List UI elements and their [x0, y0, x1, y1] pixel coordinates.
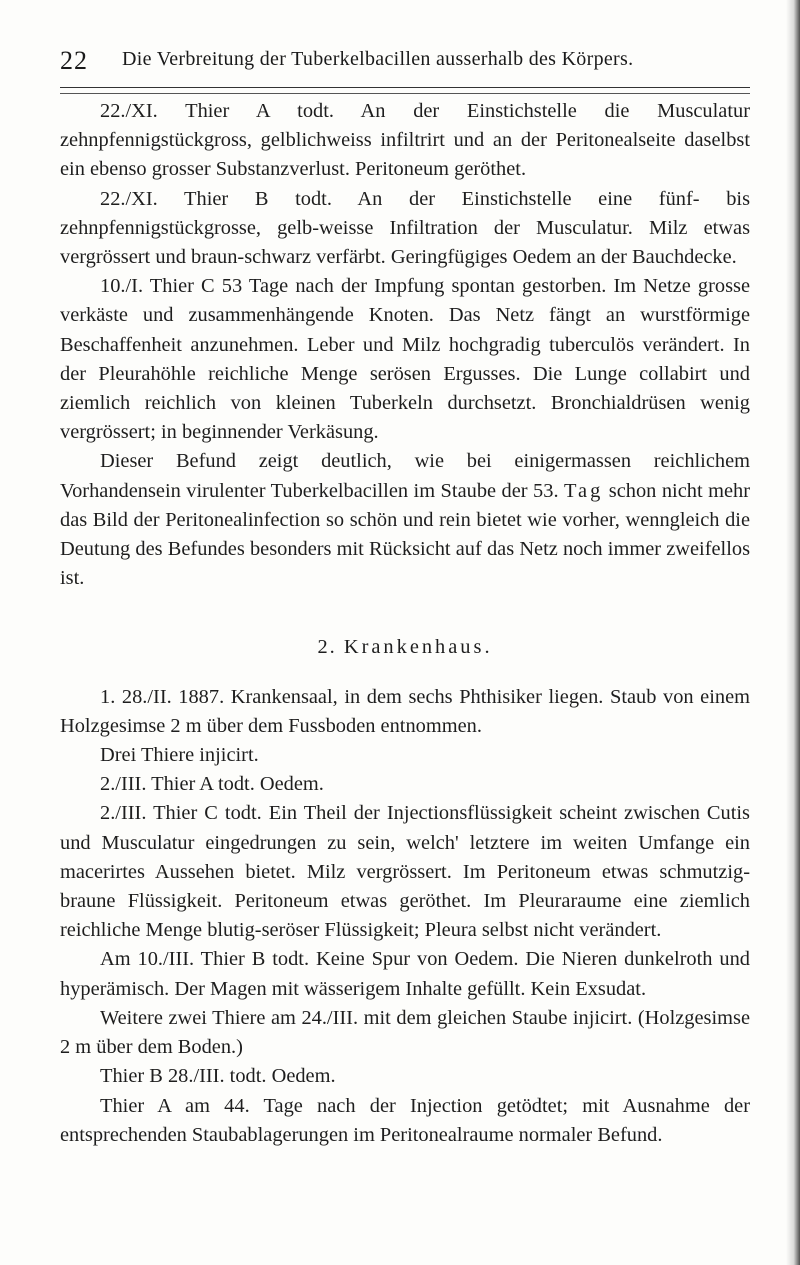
section-title: Krankenhaus. [343, 636, 493, 659]
section-number: 2. [317, 636, 337, 659]
paragraph-thier-c-2-iii: 2./III. Thier C todt. Ein Theil der Injectionsflüssigkeit scheint zwischen Cutis und Musculatur eingedrungen zu sein, welch' letztere im weiten Umfange ein macerirtes Aussehen bietet. Milz vergrössert. Im Peritoneum etwas schmutzig-braune Flüssigkeit. Peritoneum etwas geröthet. Im Pleuraraume eine ziemlich reichliche Menge blutig-seröser Flüssigkeit; Pleura selbst nicht verändert. [60, 802, 750, 942]
paragraph-drei-thiere: Drei Thiere injicirt. [100, 744, 259, 767]
page-edge-shadow [786, 0, 800, 1265]
page-header [60, 44, 750, 80]
paragraph-thier-b-22-xi: 22./XI. Thier B todt. An der Einstichstelle eine fünf- bis zehnpfennigstückgrosse, gelb-weisse Infiltration der Musculatur. Milz etwas vergrössert und braun-schwarz verfärbt. Geringfügiges Oedem an der Bauchdecke. [60, 187, 750, 269]
befund-text-spaced: Tag [564, 479, 604, 502]
paragraph-thier-a-22-xi: 22./XI. Thier A todt. An der Einstichstelle die Musculatur zehnpfennigstückgross, gelblichweiss infiltrirt und an der Peritonealseite daselbst ein ebenso grosser Substanzverlust. Peritoneum geröthet. [60, 100, 750, 181]
paragraph-thier-a-2-iii: 2./III. Thier A todt. Oedem. [100, 773, 324, 796]
paragraph-weitere-thiere: Weitere zwei Thiere am 24./III. mit dem gleichen Staube injicirt. (Holzgesimse 2 m über dem Boden.) [60, 1006, 750, 1059]
page-body [60, 97, 750, 1150]
paragraph-krankensaal: 1. 28./II. 1887. Krankensaal, in dem sechs Phthisiker liegen. Staub von einem Holzgesimse 2 m über dem Fussboden entnommen. [60, 685, 750, 737]
paragraph-thier-b-28-iii: Thier B 28./III. todt. Oedem. [100, 1065, 336, 1088]
paragraph-thier-c-10-i: 10./I. Thier C 53 Tage nach der Impfung spontan gestorben. Im Netze grosse verkäste und zusammenhängende Knoten. Das Netz fängt an wurstförmige Beschaffenheit anzunehmen. Leber und Milz hochgradig tuberculös verändert. In der Pleurahöhle reichliche Menge serösen Ergusses. Die Lunge collabirt und ziemlich reichlich von kleinen Tuberkeln durchsetzt. Bronchialdrüsen wenig vergrössert; in beginnender Verkäsung. [60, 275, 750, 444]
paragraph-befund [60, 447, 750, 593]
header-rule [60, 87, 750, 94]
running-title: Die Verbreitung der Tuberkelbacillen ausserhalb des Körpers. [122, 48, 634, 70]
befund-text-after: schon nicht mehr das Bild der Peritonealinfection so schön und rein bietet wie vorher, wenngleich die Deutung des Befundes besonders mit Rücksicht auf das Netz noch immer zweifellos ist. [60, 479, 750, 590]
page-number: 22 [60, 46, 88, 75]
paragraph-thier-b-10-iii: Am 10./III. Thier B todt. Keine Spur von Oedem. Die Nieren dunkelroth und hyperämisch. Der Magen mit wässerigem Inhalte gefüllt. Kein Exsudat. [60, 948, 750, 1000]
befund-text-before: Dieser Befund zeigt deutlich, wie bei einigermassen reichlichem Vorhandensein virulenter Tuberkelbacillen im Staube der 53. [60, 450, 750, 502]
paragraph-thier-a-44-tage: Thier A am 44. Tage nach der Injection getödtet; mit Ausnahme der entsprechenden Staubablagerungen im Peritonealraume normaler Befund. [60, 1094, 750, 1146]
section-heading [60, 593, 750, 682]
